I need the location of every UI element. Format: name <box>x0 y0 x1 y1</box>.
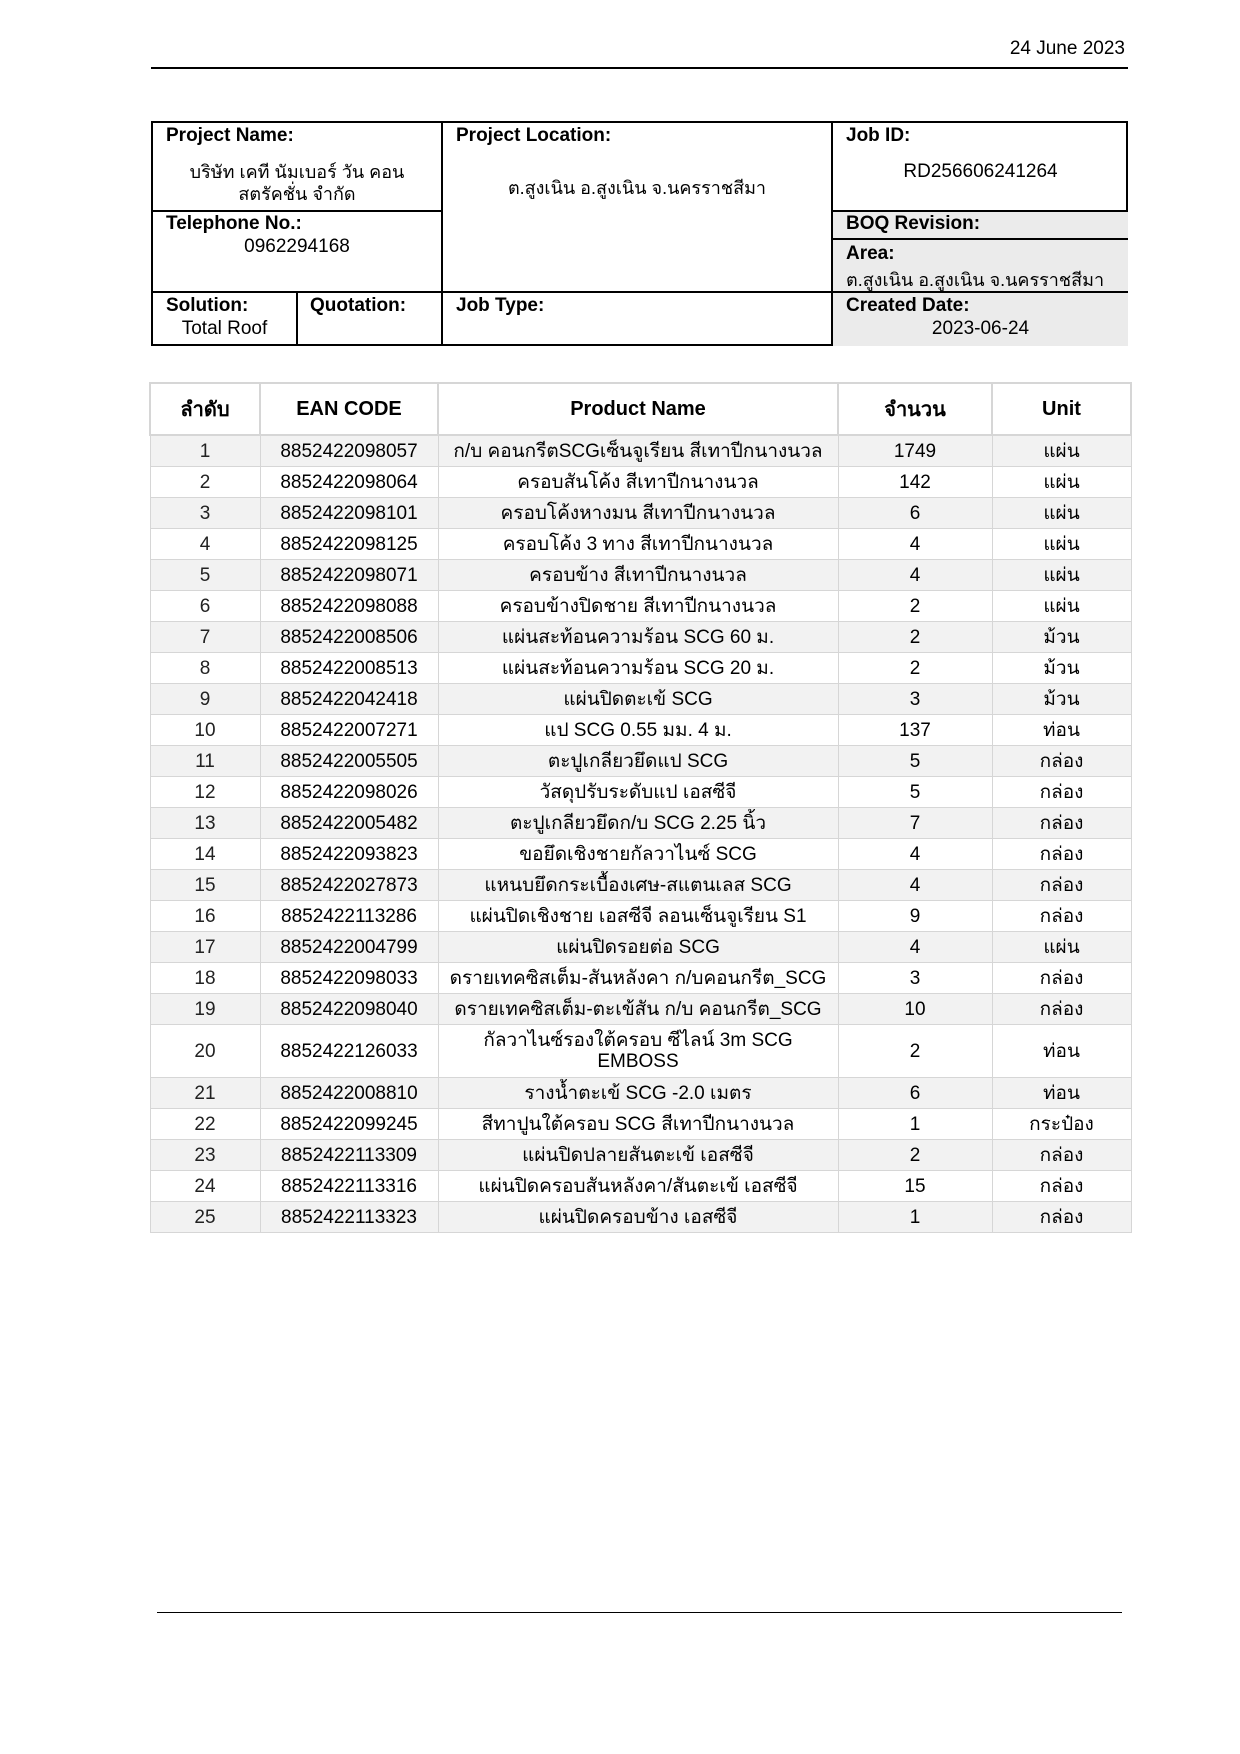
column-header-unit: Unit <box>992 383 1131 435</box>
unit-cell: แผ่น <box>992 560 1131 591</box>
row-number-cell: 22 <box>150 1109 260 1140</box>
product-name-cell: ตะปูเกลียวยึดแป SCG <box>438 746 838 777</box>
created-date-value: 2023-06-24 <box>931 318 1030 339</box>
table-row <box>150 560 1131 591</box>
ean-code-cell: 8852422098088 <box>260 591 438 622</box>
unit-cell: แผ่น <box>992 435 1131 467</box>
product-name-line: EMBOSS <box>597 1051 679 1072</box>
product-name-cell <box>438 1025 838 1078</box>
row-number-cell: 12 <box>150 777 260 808</box>
ean-code-cell: 8852422098101 <box>260 498 438 529</box>
table-row <box>150 529 1131 560</box>
ean-code-cell: 8852422027873 <box>260 870 438 901</box>
table-row <box>150 839 1131 870</box>
row-number-cell: 21 <box>150 1078 260 1109</box>
row-number-cell: 19 <box>150 994 260 1025</box>
grid-line <box>831 238 1128 240</box>
product-name-cell: สีทาปูนใต้ครอบ SCG สีเทาปีกนางนวล <box>438 1109 838 1140</box>
quantity-cell: 1 <box>838 1202 992 1233</box>
quantity-cell: 10 <box>838 994 992 1025</box>
unit-cell: กล่อง <box>992 839 1131 870</box>
project-info-box <box>151 121 1128 346</box>
table-row <box>150 498 1131 529</box>
quantity-cell: 9 <box>838 901 992 932</box>
quantity-cell: 5 <box>838 777 992 808</box>
quantity-cell: 15 <box>838 1171 992 1202</box>
telephone-cell <box>166 213 436 235</box>
product-name-cell: แผ่นสะท้อนความร้อน SCG 20 ม. <box>438 653 838 684</box>
ean-code-cell: 8852422099245 <box>260 1109 438 1140</box>
area-value: ต.สูงเนิน อ.สูงเนิน จ.นครราชสีมา <box>846 270 1105 290</box>
area-cell <box>846 243 1126 294</box>
product-name-cell: ครอบโค้งหางมน สีเทาปีกนางนวล <box>438 498 838 529</box>
row-number-cell: 17 <box>150 932 260 963</box>
product-name-cell: แผ่นปิดครอบข้าง เอสซีจี <box>438 1202 838 1233</box>
row-number-cell: 14 <box>150 839 260 870</box>
product-name-cell: แผ่นปิดรอยต่อ SCG <box>438 932 838 963</box>
ean-code-cell: 8852422005505 <box>260 746 438 777</box>
quantity-cell: 4 <box>838 870 992 901</box>
unit-cell: กล่อง <box>992 1202 1131 1233</box>
unit-cell: แผ่น <box>992 498 1131 529</box>
product-name-cell: แผ่นปิดตะเข้ SCG <box>438 684 838 715</box>
ean-code-cell: 8852422098057 <box>260 435 438 467</box>
table-row <box>150 808 1131 839</box>
product-name-cell: ก/บ คอนกรีตSCGเซ็นจูเรียน สีเทาปีกนางนวล <box>438 435 838 467</box>
ean-code-cell: 8852422113309 <box>260 1140 438 1171</box>
row-number-cell: 18 <box>150 963 260 994</box>
table-header-row <box>150 383 1131 435</box>
column-header-order: ลำดับ <box>150 383 260 435</box>
quantity-cell: 142 <box>838 467 992 498</box>
unit-cell: แผ่น <box>992 529 1131 560</box>
product-name-cell: แผ่นปิดครอบสันหลังคา/สันตะเข้ เอสซีจี <box>438 1171 838 1202</box>
ean-code-cell: 8852422005482 <box>260 808 438 839</box>
unit-cell: กล่อง <box>992 1140 1131 1171</box>
table-row <box>150 901 1131 932</box>
table-row <box>150 715 1131 746</box>
quantity-cell: 6 <box>838 498 992 529</box>
unit-cell: แผ่น <box>992 467 1131 498</box>
quantity-cell: 4 <box>838 529 992 560</box>
project-name-label: Project Name: <box>166 125 294 146</box>
table-row <box>150 435 1131 467</box>
boq-revision-cell <box>846 213 1126 235</box>
ean-code-cell: 8852422098033 <box>260 963 438 994</box>
row-number-cell: 13 <box>150 808 260 839</box>
table-row <box>150 653 1131 684</box>
telephone-label: Telephone No.: <box>166 213 302 234</box>
row-number-cell: 23 <box>150 1140 260 1171</box>
quantity-cell: 1749 <box>838 435 992 467</box>
unit-cell: กระป๋อง <box>992 1109 1131 1140</box>
grid-line <box>296 292 298 344</box>
table-row <box>150 870 1131 901</box>
created-date-label: Created Date: <box>846 295 970 316</box>
unit-cell: กล่อง <box>992 1171 1131 1202</box>
row-number-cell: 1 <box>150 435 260 467</box>
project-name-line: บริษัท เคที นัมเบอร์ วัน คอน <box>189 162 405 182</box>
column-header-product-name: Product Name <box>438 383 838 435</box>
unit-cell: กล่อง <box>992 746 1131 777</box>
row-number-cell: 5 <box>150 560 260 591</box>
quantity-cell: 2 <box>838 653 992 684</box>
table-row <box>150 1109 1131 1140</box>
table-row <box>150 684 1131 715</box>
quotation-cell <box>310 295 438 317</box>
product-name-cell: ครอบโค้ง 3 ทาง สีเทาปีกนางนวล <box>438 529 838 560</box>
ean-code-cell: 8852422008513 <box>260 653 438 684</box>
product-name-line: กัลวาไนซ์รองใต้ครอบ ซีไลน์ 3m SCG <box>483 1030 793 1051</box>
table-row <box>150 777 1131 808</box>
table-row <box>150 994 1131 1025</box>
row-number-cell: 20 <box>150 1025 260 1078</box>
ean-code-cell: 8852422008810 <box>260 1078 438 1109</box>
unit-cell: ท่อน <box>992 1078 1131 1109</box>
row-number-cell: 3 <box>150 498 260 529</box>
product-name-cell: ครอบข้าง สีเทาปีกนางนวล <box>438 560 838 591</box>
row-number-cell: 24 <box>150 1171 260 1202</box>
quantity-cell: 137 <box>838 715 992 746</box>
unit-cell: ท่อน <box>992 1025 1131 1078</box>
row-number-cell: 6 <box>150 591 260 622</box>
ean-code-cell: 8852422098071 <box>260 560 438 591</box>
table-row <box>150 591 1131 622</box>
solution-label: Solution: <box>166 295 249 316</box>
table-row <box>150 1171 1131 1202</box>
unit-cell: กล่อง <box>992 777 1131 808</box>
ean-code-cell: 8852422098040 <box>260 994 438 1025</box>
top-divider <box>151 67 1128 69</box>
table-row <box>150 1140 1131 1171</box>
quantity-cell: 4 <box>838 560 992 591</box>
unit-cell: กล่อง <box>992 808 1131 839</box>
project-location-value: ต.สูงเนิน อ.สูงเนิน จ.นครราชสีมา <box>507 178 767 198</box>
product-name-cell: ดรายเทคซิสเต็ม-สันหลังคา ก/บคอนกรีต_SCG <box>438 963 838 994</box>
product-table <box>149 382 1132 1233</box>
product-name-cell: แผ่นปิดเชิงชาย เอสซีจี ลอนเซ็นจูเรียน S1 <box>438 901 838 932</box>
product-name-cell: แผ่นปิดปลายสันตะเข้ เอสซีจี <box>438 1140 838 1171</box>
table-row <box>150 1078 1131 1109</box>
table-row <box>150 1025 1131 1078</box>
quantity-cell: 6 <box>838 1078 992 1109</box>
row-number-cell: 10 <box>150 715 260 746</box>
table-row <box>150 622 1131 653</box>
project-name-value <box>153 161 441 205</box>
ean-code-cell: 8852422007271 <box>260 715 438 746</box>
product-name-cell: ขอยึดเชิงชายกัลวาไนซ์ SCG <box>438 839 838 870</box>
product-name-cell: ครอบสันโค้ง สีเทาปีกนางนวล <box>438 467 838 498</box>
unit-cell: กล่อง <box>992 901 1131 932</box>
quantity-cell: 3 <box>838 684 992 715</box>
document-date: 24 June 2023 <box>1009 38 1125 59</box>
quantity-cell: 2 <box>838 1140 992 1171</box>
job-id-cell <box>846 125 1126 147</box>
ean-code-cell: 8852422098125 <box>260 529 438 560</box>
ean-code-cell: 8852422004799 <box>260 932 438 963</box>
table-row <box>150 746 1131 777</box>
grid-line <box>153 210 441 212</box>
product-name-cell: รางน้ำตะเข้ SCG -2.0 เมตร <box>438 1078 838 1109</box>
quantity-cell: 4 <box>838 932 992 963</box>
created-date-cell <box>846 295 1126 317</box>
ean-code-cell: 8852422098026 <box>260 777 438 808</box>
ean-code-cell: 8852422008506 <box>260 622 438 653</box>
product-name-cell: แหนบยึดกระเบื้องเศษ-สแตนเลส SCG <box>438 870 838 901</box>
quantity-cell: 5 <box>838 746 992 777</box>
row-number-cell: 2 <box>150 467 260 498</box>
area-label: Area: <box>846 243 895 264</box>
grid-line <box>441 123 443 344</box>
solution-value: Total Roof <box>181 318 268 339</box>
table-row <box>150 1202 1131 1233</box>
row-number-cell: 15 <box>150 870 260 901</box>
ean-code-cell: 8852422113316 <box>260 1171 438 1202</box>
unit-cell: แผ่น <box>992 591 1131 622</box>
boq-revision-label: BOQ Revision: <box>846 213 981 234</box>
row-number-cell: 11 <box>150 746 260 777</box>
project-name-line: สตรัคชั่น จำกัด <box>238 184 356 204</box>
quantity-cell: 4 <box>838 839 992 870</box>
product-name-cell: แผ่นสะท้อนความร้อน SCG 60 ม. <box>438 622 838 653</box>
grid-line <box>831 123 833 344</box>
solution-cell <box>166 295 294 317</box>
project-location-label: Project Location: <box>456 125 612 146</box>
product-name-cell: ครอบข้างปิดชาย สีเทาปีกนางนวล <box>438 591 838 622</box>
telephone-value: 0962294168 <box>244 236 350 257</box>
ean-code-cell: 8852422113286 <box>260 901 438 932</box>
quantity-cell: 1 <box>838 1109 992 1140</box>
product-name-cell: วัสดุปรับระดับแป เอสซีจี <box>438 777 838 808</box>
project-name-cell <box>166 125 436 147</box>
job-id-label: Job ID: <box>846 125 911 146</box>
quantity-cell: 2 <box>838 591 992 622</box>
job-type-cell <box>456 295 826 317</box>
product-name-cell: แป SCG 0.55 มม. 4 ม. <box>438 715 838 746</box>
job-type-label: Job Type: <box>456 295 545 316</box>
unit-cell: กล่อง <box>992 870 1131 901</box>
unit-cell: กล่อง <box>992 994 1131 1025</box>
quotation-label: Quotation: <box>310 295 407 316</box>
unit-cell: แผ่น <box>992 932 1131 963</box>
table-row <box>150 932 1131 963</box>
quantity-cell: 2 <box>838 622 992 653</box>
row-number-cell: 25 <box>150 1202 260 1233</box>
grid-line <box>831 210 1128 212</box>
ean-code-cell: 8852422126033 <box>260 1025 438 1078</box>
unit-cell: ม้วน <box>992 622 1131 653</box>
product-name-cell: ตะปูเกลียวยึดก/บ SCG 2.25 นิ้ว <box>438 808 838 839</box>
job-id-value: RD256606241264 <box>903 161 1058 182</box>
row-number-cell: 16 <box>150 901 260 932</box>
project-location-cell <box>456 125 826 147</box>
row-number-cell: 4 <box>150 529 260 560</box>
unit-cell: ม้วน <box>992 684 1131 715</box>
column-header-quantity: จำนวน <box>838 383 992 435</box>
unit-cell: กล่อง <box>992 963 1131 994</box>
unit-cell: ม้วน <box>992 653 1131 684</box>
bottom-divider <box>157 1612 1122 1613</box>
ean-code-cell: 8852422113323 <box>260 1202 438 1233</box>
table-row <box>150 467 1131 498</box>
column-header-ean: EAN CODE <box>260 383 438 435</box>
quantity-cell: 3 <box>838 963 992 994</box>
row-number-cell: 8 <box>150 653 260 684</box>
quantity-cell: 2 <box>838 1025 992 1078</box>
product-name-cell: ดรายเทคซิสเต็ม-ตะเข้สัน ก/บ คอนกรีต_SCG <box>438 994 838 1025</box>
row-number-cell: 7 <box>150 622 260 653</box>
ean-code-cell: 8852422093823 <box>260 839 438 870</box>
unit-cell: ท่อน <box>992 715 1131 746</box>
table-row <box>150 963 1131 994</box>
ean-code-cell: 8852422098064 <box>260 467 438 498</box>
ean-code-cell: 8852422042418 <box>260 684 438 715</box>
quantity-cell: 7 <box>838 808 992 839</box>
row-number-cell: 9 <box>150 684 260 715</box>
